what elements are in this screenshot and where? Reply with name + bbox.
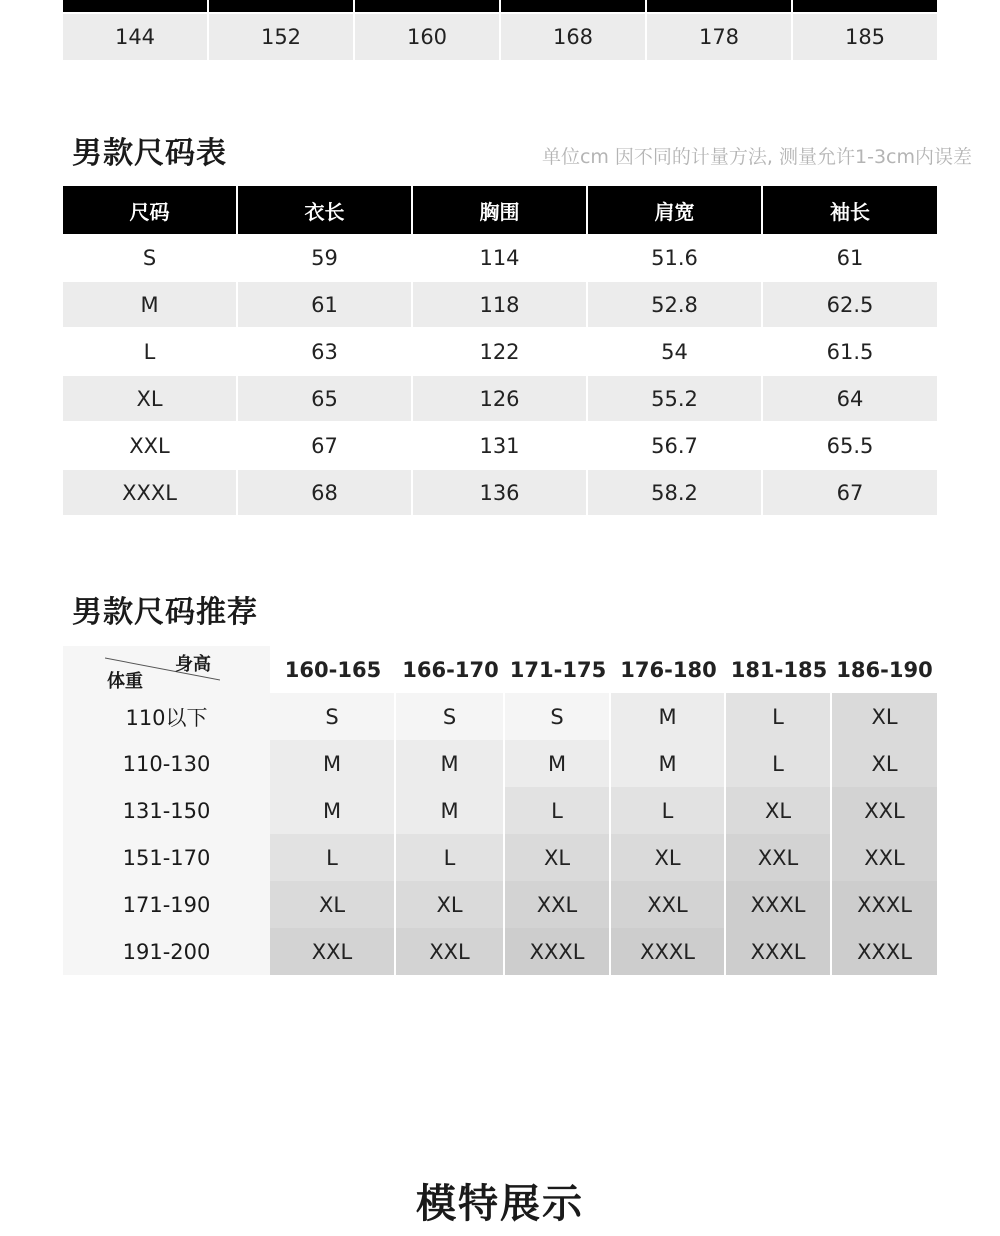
size-recommendation-cell: XL [270,881,396,928]
size-chart-header [63,186,937,234]
size-chart-cell: 65 [238,376,411,421]
size-recommendation-cell: XL [611,834,726,881]
size-recommendation-cell: L [396,834,505,881]
weight-range-cell: 191-200 [63,928,270,975]
size-chart-row [63,282,937,327]
recommendation-row [63,881,937,928]
size-recommendation-cell: L [726,740,832,787]
size-chart-cell: 56.7 [651,433,698,458]
size-recommendation-cell: XXXL [832,881,937,928]
size-recommendation-cell: XL [832,740,937,787]
model-section-title: 模特展示 [416,1181,584,1227]
size-chart-cell: 68 [238,470,411,515]
size-chart-cell: 54 [661,339,688,364]
weight-range-cell: 110-130 [63,740,270,787]
recommendation-row [63,928,937,975]
top-table-values-row [63,14,937,60]
size-recommendation-cell: XXL [832,834,937,881]
size-recommendation-cell: M [270,787,396,834]
size-chart-cell: S [142,245,157,270]
size-chart-cell: 136 [413,470,586,515]
size-chart-cell: 52.8 [588,282,761,327]
size-recommendation-cell: XXL [505,881,611,928]
size-chart-header-cell: 衣长 [238,186,411,234]
size-chart-cell: 55.2 [588,376,761,421]
size-chart-cell: 63 [311,339,338,364]
weight-range-cell: 151-170 [63,834,270,881]
size-recommendation-cell: M [396,787,505,834]
recommendation-row [63,787,937,834]
size-recommendation-cell: XXXL [832,928,937,975]
size-chart-note: 单位cm 因不同的计量方法, 测量允许1-3cm内误差 [541,146,972,168]
size-recommendation-cell: M [396,740,505,787]
size-chart-cell: 61.5 [826,339,874,364]
size-chart-row [63,376,937,421]
size-recommendation-cell: L [726,693,832,740]
size-chart-cell: 61 [836,245,864,270]
size-recommendation-cell: L [611,787,726,834]
size-chart-cell: 67 [311,433,338,458]
size-recommendation-cell: XL [396,881,505,928]
corner-weight-label: 体重 [107,671,143,692]
weight-range-cell: 131-150 [63,787,270,834]
top-table-cell: 178 [647,14,791,60]
size-recommendation-cell: XXXL [726,881,832,928]
top-table-cell: 168 [501,14,645,60]
size-chart-header-cell: 尺码 [63,186,236,234]
recommendation-table [63,646,937,974]
size-recommendation-cell: XL [505,834,611,881]
size-chart-row [63,235,937,280]
size-recommendation-cell: M [270,740,396,787]
size-recommendation-cell: XXL [611,881,726,928]
size-chart-row [63,329,937,374]
size-recommendation-cell: L [270,834,396,881]
top-table-cell: 185 [793,14,937,60]
size-chart-cell: 64 [763,376,937,421]
size-chart-cell: 67 [763,470,937,515]
size-chart-header-cell: 肩宽 [588,186,761,234]
size-chart-header-cell: 袖长 [763,186,937,234]
size-chart-row [63,470,937,515]
size-recommendation-cell: M [611,740,726,787]
size-chart-cell: XXL [129,433,170,458]
size-recommendation-cell: XXL [726,834,832,881]
size-chart-header-cell: 胸围 [413,186,586,234]
size-chart-cell: 65.5 [826,433,874,458]
height-range-header [270,646,937,693]
top-table-header-strip [63,0,937,12]
size-chart-cell: 58.2 [588,470,761,515]
corner-header-cell [63,646,270,693]
size-recommendation-cell: S [505,693,611,740]
weight-range-cell: 171-190 [63,881,270,928]
height-range-cell: 181-185 [730,657,828,682]
top-table-cell: 144 [63,14,207,60]
height-range-cell: 176-180 [620,657,717,682]
top-table-header-cell [355,0,499,12]
size-recommendation-cell: XXXL [611,928,726,975]
size-recommendation-cell: XXXL [505,928,611,975]
size-chart-cell: L [143,339,156,364]
size-recommendation-cell: XL [832,693,937,740]
weight-range-cell: 110以下 [63,693,270,740]
size-recommendation-cell: XXL [832,787,937,834]
size-recommendation-cell: L [505,787,611,834]
size-recommendation-cell: XL [726,787,832,834]
height-range-cell: 166-170 [402,657,499,682]
top-table-header-cell [793,0,937,12]
top-table-header-cell [63,0,207,12]
top-table-header-cell [209,0,353,12]
size-recommendation-cell: M [505,740,611,787]
size-recommendation-cell: XXL [270,928,396,975]
recommendation-title: 男款尺码推荐 [72,595,258,630]
size-chart-cell: 131 [479,433,520,458]
height-range-cell: 160-165 [284,657,382,682]
size-recommendation-cell: M [611,693,726,740]
size-chart-cell: 61 [238,282,411,327]
top-table-header-cell [501,0,645,12]
size-recommendation-cell: S [270,693,396,740]
size-chart-cell: 62.5 [763,282,937,327]
top-table-cell: 160 [355,14,499,60]
size-chart-cell: 126 [413,376,586,421]
size-chart-cell: XL [63,376,236,421]
size-chart-title: 男款尺码表 [72,136,227,171]
size-chart-cell: 51.6 [651,245,698,270]
size-chart-cell: 114 [479,245,520,270]
height-range-cell: 171-175 [509,657,607,682]
top-table-cell: 152 [209,14,353,60]
size-chart-cell: 122 [479,339,520,364]
size-recommendation-cell: XXXL [726,928,832,975]
size-chart-cell: 59 [311,245,338,270]
size-chart-cell: XXXL [63,470,236,515]
size-recommendation-cell: XXL [396,928,505,975]
recommendation-row [63,693,937,740]
recommendation-row [63,834,937,881]
size-chart-cell: 118 [413,282,586,327]
top-table-header-cell [647,0,791,12]
recommendation-row [63,740,937,787]
size-recommendation-cell: S [396,693,505,740]
corner-height-label: 身高 [175,654,211,675]
size-chart-cell: M [63,282,236,327]
height-range-cell: 186-190 [836,657,933,682]
size-chart-row [63,423,937,468]
